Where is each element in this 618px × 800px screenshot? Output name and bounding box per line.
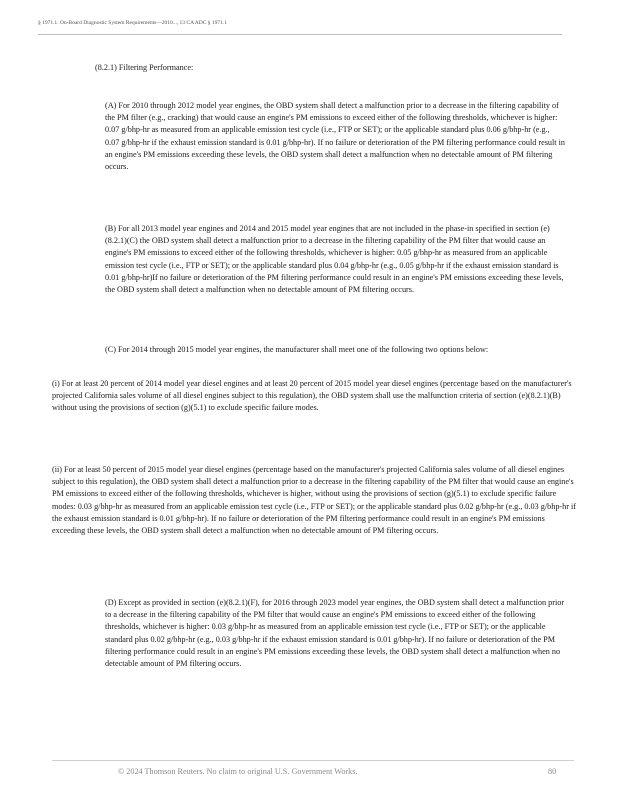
paragraph-c-i: (i) For at least 20 percent of 2014 model year diesel engines and at least 20 percent of 2015 model year diesel engines (percentage based on the manufacturer's projected California sales volume of all diesel engines subject to this regulation), the OBD system shall use the malfunction criteria of section (e)(8.2.1)(B) without using the provisions of section (g)(5.1) to exclude specific failure modes. [52, 379, 572, 413]
running-header: § 1971.1. On-Board Diagnostic System Requirements—2010..., 13 CA ADC § 1971.1 [38, 20, 227, 26]
page-number: 80 [548, 767, 557, 776]
footer-divider [52, 760, 574, 761]
header-divider [38, 34, 562, 35]
paragraph-b: (B) For all 2013 model year engines and 2014 and 2015 model year engines that are not included in the phase-in specified in section (e)(8.2.1)(C) the OBD system shall detect a malfunction prior to a decrease in the filtering capability of the PM filter that would cause an engine's PM emissions to exceed either of the following thresholds, whichever is higher: 0.05 g/bhp-hr as measured from an applicable emission test cycle (i.e., FTP or SET); or the applicable standard plus 0.04 g/bhp-hr (e.g., 0.05 g/bhp-hr if the exhaust emission standard is 0.01 g/bhp-hr)If no failure or deterioration of the PM filtering performance could result in an engine's PM emissions exceeding these levels, the OBD system shall detect a malfunction when no detectable amount of PM filtering occurs. [105, 224, 564, 295]
section-heading: (8.2.1) Filtering Performance: [95, 63, 194, 72]
footer-copyright: © 2024 Thomson Reuters. No claim to original U.S. Government Works. [118, 767, 358, 776]
paragraph-d: (D) Except as provided in section (e)(8.2.1)(F), for 2016 through 2023 model year engines, the OBD system shall detect a malfunction prior to a decrease in the filtering capability of the PM filter that would cause an engine's PM emissions to exceed either of the following thresholds, whichever is higher: 0.03 g/bhp-hr as measured from an applicable emission test cycle (i.e., FTP or SET); or the applicable standard plus 0.02 g/bhp-hr (e.g., 0.03 g/bhp-hr if the exhaust emission standard is 0.01 g/bhp-hr). If no failure or deterioration of the PM filtering performance could result in an engine's PM emissions exceeding these levels, the OBD system shall detect a malfunction when no detectable amount of PM filtering occurs. [105, 598, 565, 669]
paragraph-a: (A) For 2010 through 2012 model year engines, the OBD system shall detect a malfunction prior to a decrease in the filtering capability of the PM filter (e.g., cracking) that would cause an engine's PM emissions to exceed either of the following thresholds, whichever is higher: 0.07 g/bhp-hr as measured from an applicable emission test cycle (i.e., FTP or SET); or the applicable standard plus 0.06 g/bhp-hr (e.g., 0.07 g/bhp-hr if the exhaust emission standard is 0.01 g/bhp-hr). If no failure or deterioration of the PM filtering performance could result in an engine's PM emissions exceeding these levels, the OBD system shall detect a malfunction when no detectable amount of PM filtering occurs. [105, 101, 565, 172]
paragraph-c: (C) For 2014 through 2015 model year engines, the manufacturer shall meet one of the following two options below: [105, 345, 489, 354]
paragraph-c-ii: (ii) For at least 50 percent of 2015 model year diesel engines (percentage based on the manufacturer's projected California sales volume of all diesel engines subject to this regulation), the OBD system shall detect a malfunction prior to a decrease in the filtering capability of the PM filter that would cause an engine's PM emissions to exceed either of the following thresholds, whichever is higher, without using the provisions of section (g)(5.1) to exclude specific failure modes: 0.03 g/bhp-hr as measured from an applicable emission test cycle (i.e., FTP or SET); or the applicable standard plus 0.02 g/bhp-hr (e.g., 0.03 g/bhp-hr if the exhaust emission standard is 0.01 g/bhp-hr). If no failure or deterioration of the PM filtering performance could result in an engine's PM emissions exceeding these levels, the OBD system shall detect a malfunction when no detectable amount of PM filtering occurs. [52, 465, 577, 536]
